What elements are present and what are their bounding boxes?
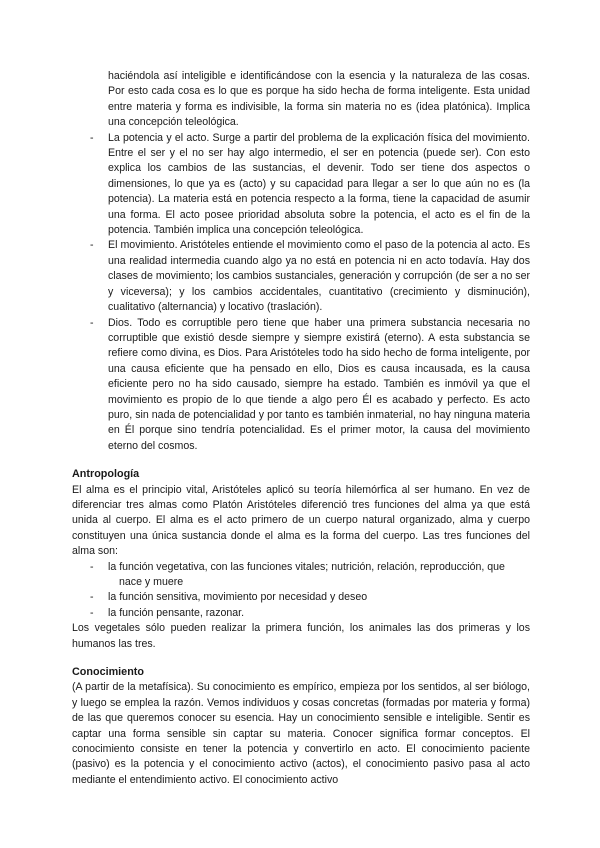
function-item — [72, 560, 530, 591]
dash-bullet: - — [90, 131, 94, 144]
document-body — [72, 69, 530, 788]
conocimiento-text: (A partir de la metafísica). Su conocimiento es empírico, empieza por los sentidos, al ser biólogo, y luego se emplea la razón. Vemos individuos y cosas concretas (formadas por materia y forma) de las que queremos conocer su esencia. Hay un conocimiento sensible e inteligible. Sentir es captar una forma sensible sin captar su materia. Conocer significa formar conceptos. El conocimiento consiste en tener la potencia y convertirlo en acto. El conocimiento paciente (pasivo) es la potencia y el conocimiento activo (actos), el conocimiento pasivo pasa al acto mediante el entendimiento activo. El conocimiento activo — [72, 681, 530, 786]
list-item-movimiento — [72, 238, 530, 315]
dash-bullet: - — [90, 316, 94, 329]
dash-bullet: - — [90, 591, 94, 604]
heading-antropologia: Antropología — [72, 468, 140, 481]
antropologia-intro: El alma es el principio vital, Aristóteles aplicó su teoría hilemórfica al ser humano. En vez de diferenciar tres almas como Platón Aristóteles diferenció tres funciones del alma ya que está unida al cuerpo. El alma es el acto primero de un cuerpo natural organizado, alma y cuerpo constituyen una única sustancia donde el alma es la forma del cuerpo. Las tres funciones del alma son: — [72, 483, 530, 558]
section-gap — [72, 454, 530, 467]
list-item-text: Dios. Todo es corruptible pero tiene que haber una primera substancia necesaria no corruptible que existió desde siempre y siempre existirá (eterno). A esta substancia se refiere como divina, es Dios. Para Aristóteles todo ha sido hecho de forma inteligente, por una causa eficiente que ha pensado en ello, Dios es causa incausada, es la causa eficiente pero no ha sido causado, siempre ha estado. También es inmóvil ya que el movimiento es propio de lo que tiende a algo pero Él es acabado y perfecto. Es acto puro, sin nada de potencialidad y por tanto es también inmaterial, no hay ninguna materia en Él porque sino tendría potencialidad. Es el primer motor, la causa del movimiento eterno del cosmos. — [108, 316, 530, 452]
dash-bullet: - — [90, 239, 94, 252]
list-item-dios — [72, 316, 530, 455]
heading-conocimiento: Conocimiento — [72, 666, 144, 679]
list-item-text: El movimiento. Aristóteles entiende el movimiento como el paso de la potencia al acto. Es una realidad intermedia cuando algo ya no está en potencia ni en acto todavía. Hay dos clases de movimiento; los cambios sustanciales, generación y corrupción (de ser a no ser y viceversa); y los cambios accidentales, cuantitativo (crecimiento y disminución), cualitativo (alternancia) y locativo (traslación). — [108, 239, 530, 314]
list-item-text: La potencia y el acto. Surge a partir del problema de la explicación física del movimiento. Entre el ser y el no ser hay algo intermedio, el ser en potencia (puede ser). Con esto explica los cambios de las sustancias, el devenir. Todo ser tiene dos aspectos o dimensiones, lo que ya es (acto) y su capacidad para llegar a ser lo que aún no es (la potencia). La materia está en potencia respecto a la forma, tiene la capacidad de asumir una forma. El acto posee prioridad absoluta sobre la potencia, el acto es el fin de la potencia. También implica una concepción teleológica. — [108, 131, 530, 237]
dash-bullet: - — [90, 606, 94, 619]
function-text: la función pensante, razonar. — [108, 606, 245, 619]
section-gap — [72, 652, 530, 665]
alma-functions-list — [72, 560, 530, 622]
function-item — [72, 606, 530, 621]
dash-bullet: - — [90, 560, 94, 573]
continuation-paragraph: haciéndola así inteligible e identificándose con la esencia y la naturaleza de las cosas. Por esto cada cosa es lo que es porque ha sido hecha de forma inteligente. Esta unidad entre materia y forma es indivisible, la forma sin materia no es (idea platónica). Implica una concepción teleológica. — [108, 70, 530, 129]
antropologia-closing: Los vegetales sólo pueden realizar la primera función, los animales las dos primeras y los humanos las tres. — [72, 622, 530, 650]
function-text: la función sensitiva, movimiento por necesidad y deseo — [108, 591, 368, 604]
list-item-potencia-acto — [72, 131, 530, 239]
concept-list — [72, 131, 530, 455]
function-item — [72, 590, 530, 605]
function-text: la función vegetativa, con las funciones vitales; nutrición, relación, reproducción, que nace y muere — [108, 560, 505, 588]
